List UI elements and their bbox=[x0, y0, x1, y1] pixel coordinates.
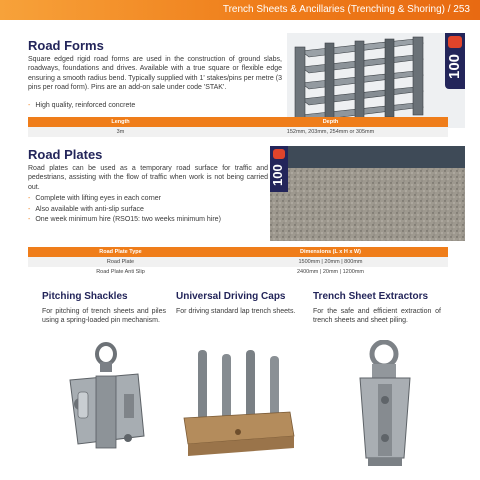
table-header-dimensions: Dimensions (L x H x W) bbox=[213, 247, 448, 257]
road-plates-description: Road plates can be used as a temporary road surface for traffic and pedestrians, assisting with the flow of traffic when work is not being carried out. bbox=[28, 165, 268, 191]
table-header-type: Road Plate Type bbox=[28, 247, 213, 257]
bullet-item: - High quality, reinforced concrete bbox=[28, 101, 135, 112]
table-row bbox=[28, 127, 448, 137]
badge-100 bbox=[445, 33, 465, 89]
steel-road-forms-image bbox=[287, 33, 465, 128]
table-row bbox=[28, 257, 448, 267]
bullet-item: - Complete with lifting eyes in each corner bbox=[28, 194, 221, 205]
table-cell: 1500mm | 20mm | 800mm bbox=[213, 257, 448, 267]
road-forms-bullets bbox=[28, 101, 135, 112]
road-plates-bullets bbox=[28, 194, 221, 226]
page-header-title: Trench Sheets & Ancillaries (Trenching & Shoring) / 253 bbox=[222, 4, 470, 15]
badge-number: 100 bbox=[270, 164, 285, 186]
driving-cap-image bbox=[178, 340, 298, 460]
table-header-depth: Depth bbox=[213, 117, 448, 127]
road-plates-photo bbox=[270, 146, 465, 241]
badge-number: 100 bbox=[446, 53, 463, 79]
table-header-length: Length bbox=[28, 117, 213, 127]
trench-sheet-extractor-image bbox=[340, 340, 430, 470]
universal-driving-caps-description: For driving standard lap trench sheets. bbox=[176, 308, 296, 315]
flame-icon bbox=[273, 149, 285, 159]
bullet-item: - One week minimum hire (RSO15: two weeks minimum hire) bbox=[28, 215, 221, 226]
road-forms-title: Road Forms bbox=[28, 38, 104, 53]
universal-driving-caps-title: Universal Driving Caps bbox=[176, 291, 286, 302]
pitching-shackle-image bbox=[48, 340, 158, 460]
bullet-item: - Also available with anti-slip surface bbox=[28, 205, 221, 216]
trench-sheet-extractors-description: For the safe and efficient extraction of trench sheets and sheet piling. bbox=[313, 308, 441, 325]
table-cell: Road Plate bbox=[28, 257, 213, 267]
header-bar bbox=[0, 0, 480, 20]
table-cell: 152mm, 203mm, 254mm or 305mm bbox=[213, 127, 448, 137]
flame-icon bbox=[448, 36, 462, 48]
table-cell: Road Plate Anti Slip bbox=[28, 267, 213, 277]
road-plates-title: Road Plates bbox=[28, 147, 103, 162]
table-cell: 3m bbox=[28, 127, 213, 137]
anti-slip-surface-image bbox=[270, 146, 465, 241]
badge-100 bbox=[270, 146, 288, 192]
pitching-shackles-description: For pitching of trench sheets and piles using a spring-loaded pin mechanism. bbox=[42, 308, 166, 325]
road-plates-table bbox=[28, 247, 448, 277]
road-forms-table bbox=[28, 117, 448, 137]
table-cell: 2400mm | 20mm | 1200mm bbox=[213, 267, 448, 277]
road-forms-photo bbox=[287, 33, 465, 128]
road-forms-description: Square edged rigid road forms are used in the construction of ground slabs, roadways, foundations and drives. Available with a true square or flexible edge ensuring a smooth radius bend. Typically supplied with 1' stakes/pins per metre (3 pins per road form). Pins are an add-on sale under code 'STAK'. bbox=[28, 56, 282, 91]
trench-sheet-extractors-title: Trench Sheet Extractors bbox=[313, 291, 429, 302]
table-row bbox=[28, 267, 448, 277]
pitching-shackles-title: Pitching Shackles bbox=[42, 291, 128, 302]
